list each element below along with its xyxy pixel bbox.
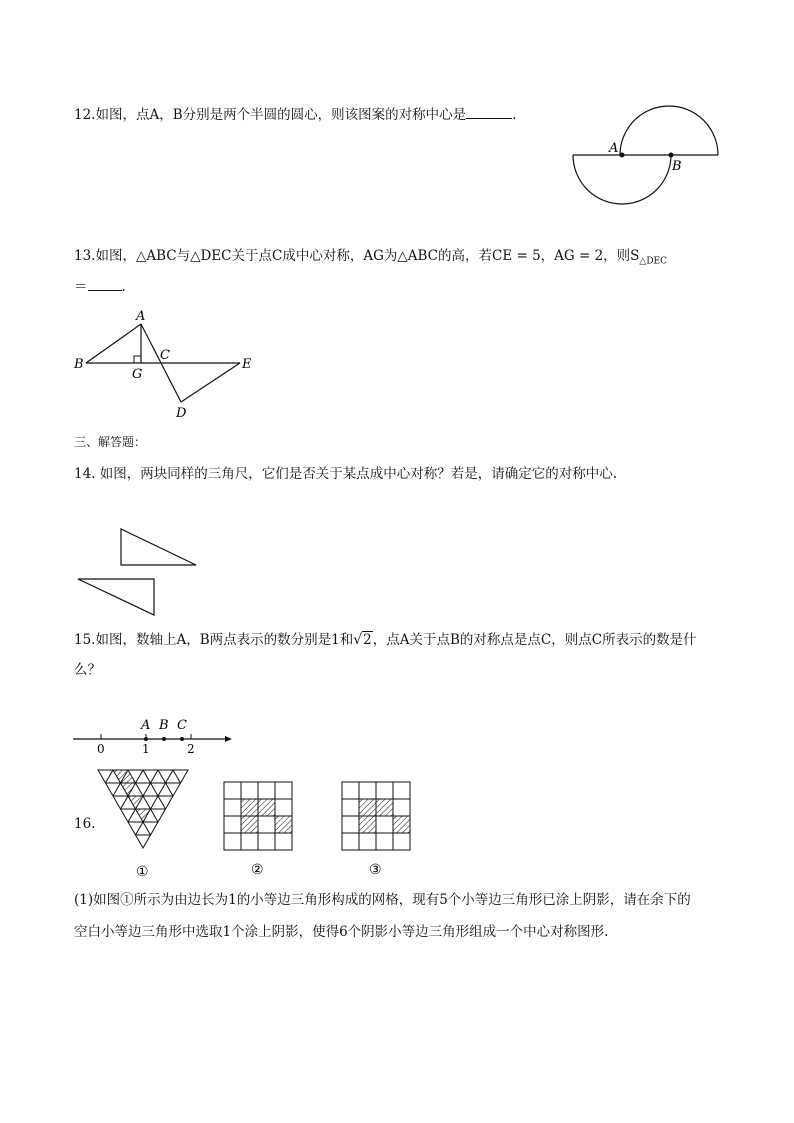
answer-blank <box>466 104 512 119</box>
label-a: A <box>141 718 151 733</box>
tick-label-0: 0 <box>97 742 105 756</box>
square-grid-figure-2 <box>220 778 310 893</box>
triangle-grid-figure-1 <box>96 768 196 883</box>
label-g: G <box>132 367 143 382</box>
label-a: A <box>609 141 619 156</box>
question-16-part1: (1)如图①所示为由边长为1的小等边三角形构成的网格，现有5个小等边三角形已涂上阴影，请在余下的 <box>74 892 691 908</box>
semicircles-figure <box>568 100 728 210</box>
question-15-line2: 么？ <box>74 662 101 678</box>
question-14 <box>74 464 617 484</box>
triangle-lower <box>78 579 154 615</box>
set-squares-figure <box>72 524 212 624</box>
label-d: D <box>176 406 187 421</box>
point-c <box>180 737 184 741</box>
question-12: 12.如图，点A，B分别是两个半圆的圆心，则该图案的对称中心是 . <box>74 104 516 125</box>
label-b: B <box>159 718 169 733</box>
square-grid-figure-3 <box>338 778 428 893</box>
answer-blank <box>88 276 122 291</box>
sqrt-2: √2 <box>353 632 372 648</box>
question-16-number: 16. <box>74 816 96 832</box>
question-15: 15.如图，数轴上A，B两点表示的数分别是1和√2，点A关于点B的对称点是点C，则点C所表示的数是什 <box>74 632 697 648</box>
point-a <box>144 737 148 741</box>
question-13: 13.如图，△ABC与△DEC关于点C成中心对称，AG为△ABC的高，若CE = 5，AG = 2，则$S_{\triangle DEC}$ <box>74 248 668 267</box>
figure-label-2: ② <box>251 862 264 878</box>
triangles-abc-dec-figure <box>70 304 260 424</box>
question-14-text: 14. 如图，两块同样的三角尺，它们是否关于某点成中心对称？若是，请确定它的对称中心. <box>74 466 618 482</box>
section-heading: 三、解答题： <box>74 435 147 449</box>
label-c: C <box>177 718 187 733</box>
point-a <box>620 153 625 158</box>
label-c: C <box>160 348 170 363</box>
figure-label-3: ③ <box>369 862 382 878</box>
question-16-part1-line2: 空白小等边三角形中选取1个涂上阴影，使得6个阴影小等边三角形组成一个中心对称图形. <box>74 924 609 940</box>
question-12-text: 12.如图，点A，B分别是两个半圆的圆心，则该图案的对称中心是 <box>74 107 467 123</box>
label-e: E <box>242 357 252 372</box>
question-13-line2: ＝ . <box>74 276 126 297</box>
figure-label-1: ① <box>136 864 149 880</box>
question-13-text: 13.如图，△ABC与△DEC关于点C成中心对称，AG为△ABC的高，若CE = 5，AG = 2，则S <box>74 248 640 264</box>
point-b <box>162 737 166 741</box>
label-a: A <box>136 309 146 324</box>
tick-label-2: 2 <box>187 742 195 756</box>
tick-label-1: 1 <box>142 742 150 756</box>
number-line-figure <box>70 712 240 762</box>
point-b <box>669 153 674 158</box>
label-b: B <box>74 357 84 372</box>
triangle-upper <box>121 529 196 565</box>
label-b: B <box>672 159 682 174</box>
